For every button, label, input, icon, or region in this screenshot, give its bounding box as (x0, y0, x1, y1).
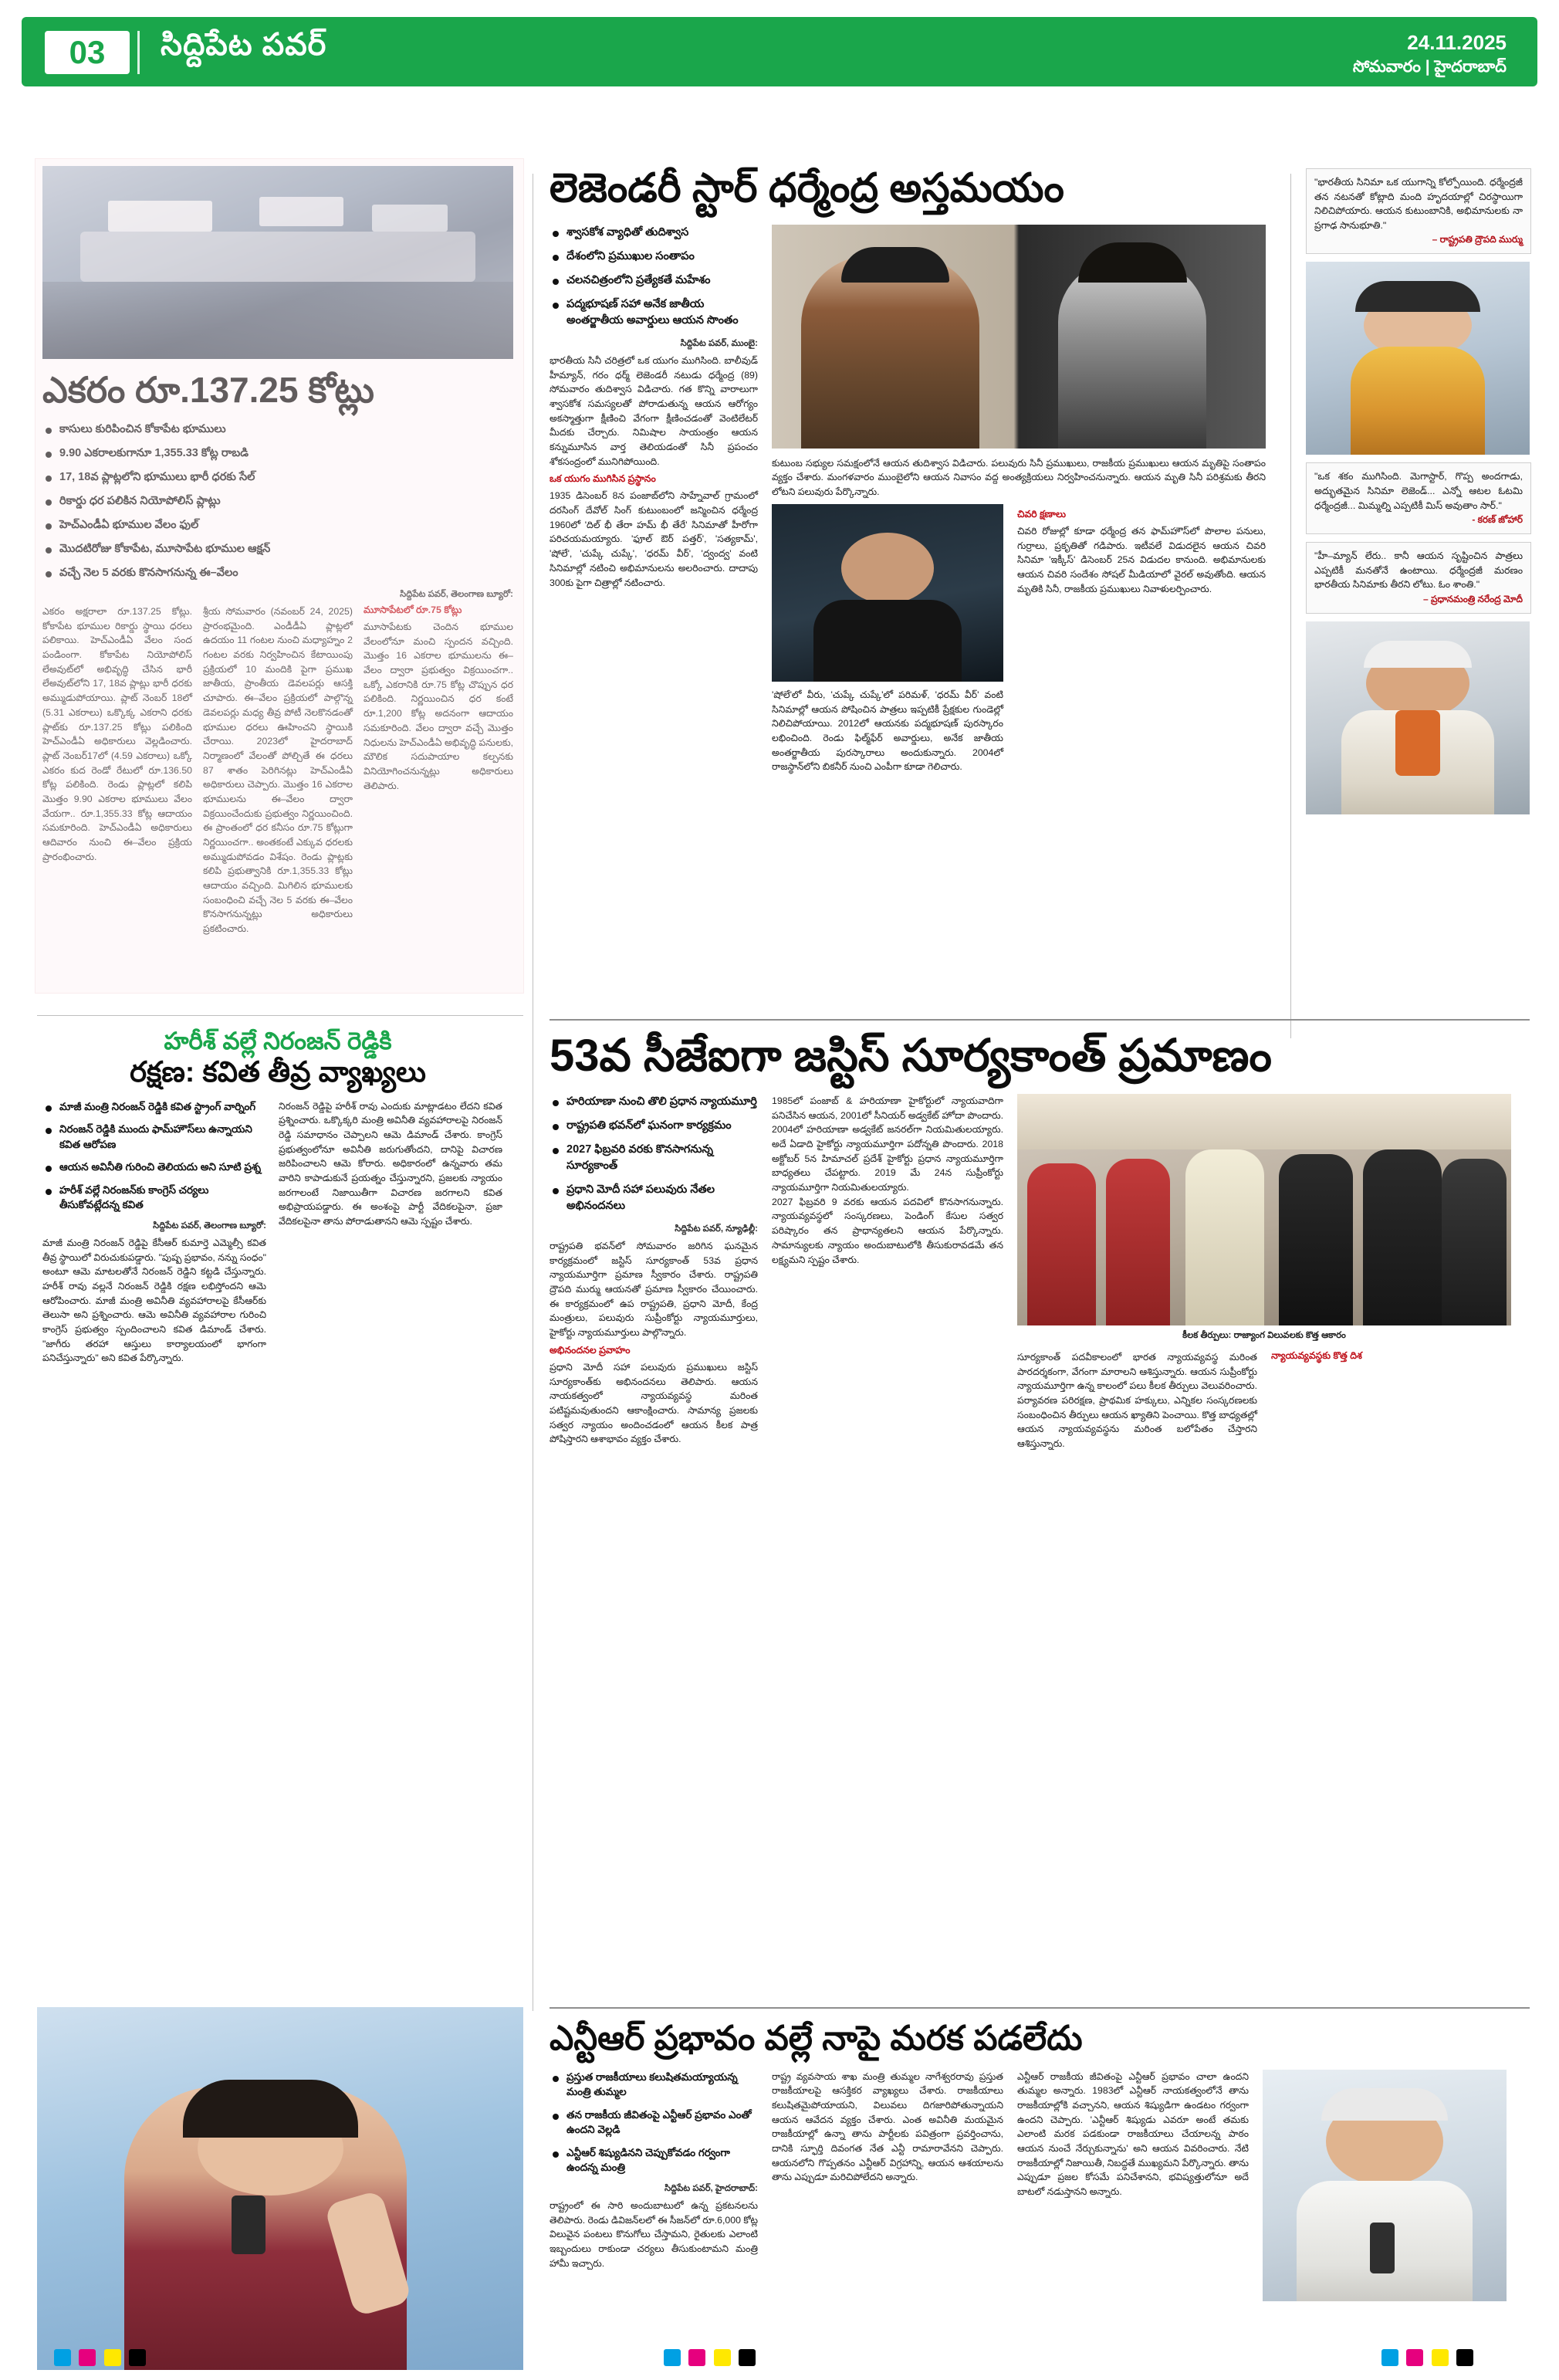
story-cji (550, 1031, 1530, 1451)
ntr-bullet: ఎన్టీఆర్ శిష్యుడినని చెప్పుకోవడం గర్వంగా ఉందన్న మంత్రి (550, 2145, 758, 2175)
dharmendra-bullet: చలనచిత్రంలోని ప్రత్యేకతే మహేశం (550, 273, 758, 289)
cji-body-1: రాష్ట్రపతి భవన్‌లో సోమవారం జరిగిన ఘనమైన కార్యక్రమంలో జస్టిస్ సూర్యకాంత్ 53వ ప్రధాన న్యాయమూర్తిగా ప్రమాణ స్వీకారం చేశారు. రాష్ట్రపతి ద్రౌపది ముర్ము ఆయనతో ప్రమాణ స్వీకారం చేయించారు. ఈ కార్యక్రమంలో ఉప రాష్ట్రపతి, ప్రధాని మోదీ, కేంద్ర మంత్రులు, పలువురు సుప్రీంకోర్టు న్యాయమూర్తులు, హైకోర్టు న్యాయమూర్తులు పాల్గొన్నారు. (550, 1241, 758, 1339)
dharmendra-body-1: భారతీయ సినీ చరిత్రలో ఒక యుగం ముగిసింది. బాలీవుడ్ హీమ్యాన్, గరం ధర్మ్ లెజెండరీ నటుడు ధర్మేంద్ర (89) సోమవారం తుదిశ్వాస విడిచారు. గత కొన్ని వారాలుగా శ్వాసకోశ సమస్యలతో పోరాడుతున్న ఆయన ఆరోగ్యం అకస్మాత్తుగా క్షీణించి వేగంగా క్షీణించడంతో వెంటిలేటర్ మీదకు చేర్చారు. నిమిషాల సాయంత్రం ఆయన కన్నుమూసిన వార్త తెలియడంతో సినీ ప్రపంచం శోకసంద్రంలో మునిగిపోయింది. (550, 354, 758, 467)
page-number: 03 (45, 31, 130, 74)
color-swatch-cyan (664, 2349, 681, 2366)
acre-bullet: కాసులు కురిపించిన కోకాపేట భూములు (42, 421, 513, 438)
kavitha-photo (37, 2007, 523, 2370)
acre-meeting-photo (42, 166, 513, 359)
kavitha-bullet: హరీశ్‌ వల్లే నిరంజన్‌కు కాంగ్రెస్ చర్యలు తీసుకోవట్లేదన్న కవిత (42, 1183, 266, 1213)
dharmendra-body-3: 1935 డిసెంబర్ 8న పంజాబ్‌లోని సాహ్నేవాల్ గ్రామంలో దరసింగ్ దేవోల్ సింగ్ కుటుంబంలో జన్మించిన ధర్మేంద్ర 1960లో 'దిల్ భీ తేరా హమ్ భీ తేరే' సినిమాతో హీరోగా పరిచయమయ్యారు. 'ఫూల్ ఔర్ పత్తర్', 'సత్యకామ్', 'షోలే', 'చుప్కే చుప్కే', 'ధరమ్ వీర్', 'ద్వంద్వ' వంటి సినిమాల్లో నటించి అభిమానులను అలరించారు. దాదాపు 300కు పైగా చిత్రాల్లో నటించారు. (550, 490, 758, 588)
acre-body-mid: శ్రీయ సోమవారం (నవంబర్ 24, 2025) ప్రారంభమైంది. ఎండీడీఏ ప్లాట్లలో ఉదయం 11 గంటల నుంచి మధ్యాహ్నం 2 గంటల వరకు నిర్వహించిన కేటాయింపు ప్రక్రియలో 10 మందికి పైగా ప్రముఖ జాతీయ, ప్రాంతీయ డెవలపర్లు ఆసక్తి చూపారు. ఈ–వేలం ప్రక్రియలో పాల్గొన్న డెవలపర్లు మధ్య తీవ్ర పోటీ నెలకొనడంతో భూముల ధరలు ఊహించని స్థాయికి చేరాయి. 2023లో హైదరాబాద్ నిర్మాణంలో వేలంతో పోల్చితే ఈ ధరలు 87 శాతం పెరిగినట్లు హెచ్‌ఎండీఏ అధికారులు చెప్పారు. మొత్తం 16 ఎకరాల భూములను ఈ–వేలం ద్వారా విక్రయించేందుకు ప్రభుత్వం నిర్ణయించింది. ఈ ప్రాంతంలో ధర కనీసం రూ.75 కోట్లుగా నిర్ణయించగా.. అంతకంటే ఎక్కువ ధరలకు అమ్ముడుపోవడం విశేషం. రెండు ప్లాట్లకు కలిపి ప్రభుత్వానికి రూ.1,355.33 కోట్లు ఆదాయం వచ్చింది. మిగిలిన భూములకు సంబంధించి వచ్చే నెల 5 వరకు ఈ–వేలం కొనసాగనున్నట్లు అధికారులు ప్రకటించారు. (203, 606, 353, 935)
cji-headline: 53వ సీజేఐగా జస్టిస్ సూర్యకాంత్ ప్రమాణం (550, 1031, 1272, 1081)
quote-text: "భారతీయ సినిమా ఒక యుగాన్ని కోల్పోయింది. ధర్మేంద్రజీ తన నటనతో కోట్లాది మంది హృదయాల్లో చిరస్థాయిగా నిలిచిపోయారు. ఆయన కుటుంబానికి, అభిమానులకు నా ప్రగాఢ సానుభూతి." (1314, 177, 1523, 231)
quote-attribution: – రాష్ట్రపతి ద్రౌపది ముర్ము (1432, 234, 1523, 245)
acre-headline: ఎకరం రూ.137.25 కోట్లు (42, 370, 374, 410)
kavitha-bullet: నిరంజన్ రెడ్డికి ముందు ఫామ్‌హౌస్‌లు ఉన్నాయని కవిత ఆరోపణ (42, 1122, 266, 1152)
story-ntr (550, 2019, 1530, 2301)
masthead-divider (137, 31, 140, 74)
color-swatch-yellow (104, 2349, 121, 2366)
acre-body-left: ఎకరం అక్షరాలా రూ.137.25 కోట్లు. కోకాపేట భూముల రికార్డు స్థాయి ధరలు పలికాయి. హెచ్‌ఎండీఏ వేలం సంద పండింంగా. కోకాపేట నియోపోలిస్ లేఅవుట్‌లో అభివృద్ధి చేసిన భారీ లేఅవుట్‌లోని 17, 18వ ప్లాట్లు భారీ ధరకు అమ్ముడుపోయాయి. ప్లాట్ నెంబర్ 18లో (5.31 ఎకరాలు) ఒక్కొక్క ఎకరాని ధరకు ప్లాట్‌కు రూ.137.25 కోట్లు పలికింది హెచ్‌ఎండీఏ అధికారులు వెల్లడించారు. ప్లాట్ నెంబర్17లో (4.59 ఎకరాలు) ఒక్కో ఎకరం కుద రెండో రేటులో రూ.136.50 కోట్ల పలికింది. రెండు ప్లాట్లలో కలిపి మొత్తం 9.90 ఎకరాల భూములు వేలం వేయగా.. రూ.1,355.33 కోట్ల ఆదాయం సమకూరింది. హెచ్‌ఎండీఏ అధికారులు ఆదివారం నుంచి ఈ–వేలం ప్రక్రియ ప్రారంభించారు. (42, 606, 192, 862)
kavitha-body-right: నిరంజన్ రెడ్డిపై హరీశ్ రావు ఎందుకు మాట్లాడటం లేదని కవిత ప్రశ్నించారు. ఒక్కొక్కరి మంత్రి అవినీతి వ్యవహారాలపై నిరంజన్ రెడ్డి సమాధానం చెప్పాలని ఆమె డిమాండ్ చేశారు. కాంగ్రెస్ ప్రభుత్వంలోనూ అవినీతి జరుగుతోందని, దానిపై విచారణ జరిపించాలని ఆమె కోరారు. అధికారంలో ఉన్నవారు తమ వారిని కాపాడుకునే ప్రయత్నం చేస్తున్నారని, ప్రజలకు న్యాయం జరగాలంటే నిజాయితీగా విచారణ జరగాలని కవిత అభిప్రాయపడ్డారు. ఈ అంశంపై పార్టీ వేదికలపైనా, ప్రజా వేదికలపైనా తాను పోరాడుతానని ఆమె స్పష్టం చేశారు. (279, 1100, 502, 1227)
ntr-bullet-list (550, 2070, 758, 2175)
dharmendra-bullet-list (550, 225, 758, 329)
color-swatch-magenta (1406, 2349, 1423, 2366)
dharmendra-body-2: కుటుంబ సభ్యుల సమక్షంలోనే ఆయన తుదిశ్వాస విడిచారు. పలువురు సినీ ప్రముఖులు, రాజకీయ ప్రముఖులు ఆయన మృతిపై సంతాపం వ్యక్తం చేశారు. మంగళవారం ముంబైలోని ఆయన నివాసం వద్ద అంత్యక్రియలు నిర్వహించనున్నారు. ఆయన మృతి సినీ పరిశ్రమకు తీరని లోటని పలువురు పేర్కొన్నారు. (772, 457, 1266, 498)
acre-subhead: మూసాపేటలో రూ.75 కోట్లు (364, 604, 462, 615)
story-acre (42, 166, 513, 936)
color-swatch-yellow (1432, 2349, 1449, 2366)
cji-body-4: సూర్యకాంత్ పదవీకాలంలో భారత న్యాయవ్యవస్థ మరింత పారదర్శకంగా, వేగంగా మారాలని ఆశిస్తున్నారు. ఆయన సుప్రీంకోర్టు న్యాయమూర్తిగా ఉన్న కాలంలో పలు కీలక తీర్పులు వెలువరించారు. పర్యావరణ పరిరక్షణ, ప్రాథమిక హక్కులు, ఎన్నికల సంస్కరణలకు సంబంధించిన తీర్పులు ఆయన ఖ్యాతిని పెంచాయి. కొత్త బాధ్యతల్లో ఆయన న్యాయవ్యవస్థను మరింత బలోపేతం చేస్తారని ఆశిస్తున్నారు. (1017, 1351, 1257, 1450)
quote-attribution: – ప్రధానమంత్రి నరేంద్ర మోదీ (1422, 594, 1523, 605)
dharmendra-bullet: దేశంలోని ప్రముఖుల సంతాపం (550, 249, 758, 265)
dharmendra-body-5: చివరి రోజుల్లో కూడా ధర్మేంద్ర తన ఫామ్‌హౌస్‌లో పొలాల పనులు, గుర్రాలు, ప్రకృతితో గడిపారు. ఇటీవలే విడుదలైన ఆయన చివరి సినిమా 'ఇక్కీస్' డిసెంబర్ 25న విడుదల కానుంది. అభిమానులకు ఆయన చివరి సందేశం సోషల్ మీడియాలో వైరల్ అవుతోంది. ఆయన మృతికి సినీ, రాజకీయ ప్రముఖులు నివాళులర్పించారు. (1017, 525, 1266, 594)
masthead (22, 17, 1537, 86)
cji-body-2: 1985లో పంజాబ్ & హరియాణా హైకోర్టులో న్యాయవాదిగా పనిచేసిన ఆయన, 2001లో సీనియర్ అడ్వకేట్ హోదా పొందారు. 2004లో హరియాణా అడ్వకేట్ జనరల్‌గా నియమితులయ్యారు. అదే ఏడాది హైకోర్టు న్యాయమూర్తిగా పదోన్నతి పొందారు. 2018 అక్టోబర్ 5న హిమాచల్ ప్రదేశ్ హైకోర్టు ప్రధాన న్యాయమూర్తిగా బాధ్యతలు చేపట్టారు. 2019 మే 24న సుప్రీంకోర్టు న్యాయమూర్తిగా నియమితులయ్యారు. (772, 1095, 1003, 1193)
cji-bullet: 2027 ఫిబ్రవరి వరకు కొనసాగనున్న సూర్యకాంత్ (550, 1142, 758, 1174)
footer-swatches-right (1381, 2349, 1478, 2366)
acre-byline: సిద్దిపేట పవర్, తెలంగాణ బ్యూరో: (400, 590, 513, 599)
footer-swatches-left (54, 2349, 150, 2366)
ntr-bullet: ప్రస్తుత రాజకీయాలు కలుషితమయ్యాయన్న మంత్రి తుమ్మల (550, 2070, 758, 2100)
pm-photo (1306, 621, 1530, 814)
dharmendra-bullet: పద్మభూషణ్ సహా అనేక జాతీయ అంతర్జాతీయ అవార్డులు ఆయన సొంతం (550, 296, 758, 329)
cji-body-3: 2027 ఫిబ్రవరి 9 వరకు ఆయన పదవిలో కొనసాగనున్నారు. న్యాయవ్యవస్థలో సంస్కరణలు, పెండింగ్ కేసుల సత్వర పరిష్కారం తన ప్రాధాన్యతలని ఆయన పేర్కొన్నారు. సామాన్యులకు న్యాయం అందుబాటులోకి తీసుకురావడమే తన లక్ష్యమని స్పష్టం చేశారు. (772, 1196, 1003, 1265)
quote-rail (1306, 168, 1530, 814)
president-photo (1306, 262, 1530, 455)
cji-photo-caption: కీలక తీర్పులు: రాజ్యాంగ విలువలకు కొత్త ఆకారం (1182, 1330, 1346, 1340)
left-divider (37, 1015, 523, 1016)
quote-card-pm (1306, 542, 1531, 614)
masthead-title: సిద్దిపేట పవర్ (161, 28, 327, 62)
dharmendra-subhead-1: ఒక యుగం ముగిసిన ప్రస్థానం (550, 473, 656, 485)
acre-bullet: 9.90 ఎకరాలకుగానూ 1,355.33 కోట్ల రాబడి (42, 445, 513, 462)
kavitha-headline-1: హరీశ్ వల్లే నిరంజన్ రెడ్డికి (164, 1027, 392, 1055)
color-swatch-magenta (688, 2349, 705, 2366)
color-swatch-black (1456, 2349, 1473, 2366)
color-swatch-cyan (54, 2349, 71, 2366)
cji-byline: సిద్దిపేట పవర్, న్యూఢిల్లీ: (675, 1224, 758, 1234)
karan-johar-photo (772, 504, 1003, 682)
masthead-date: 24.11.2025 (1407, 31, 1507, 54)
color-swatch-cyan (1381, 2349, 1398, 2366)
color-swatch-magenta (79, 2349, 96, 2366)
masthead-date-block (1353, 29, 1507, 78)
color-swatch-black (739, 2349, 756, 2366)
cji-bullet-list (550, 1094, 758, 1214)
acre-bullet: 17, 18వ ప్లాట్లలోని భూములు భారీ ధరకు సేల్ (42, 469, 513, 486)
story-dharmendra (550, 166, 1275, 774)
dharmendra-subhead-2: చివరి క్షణాలు (1017, 508, 1067, 520)
ntr-body-1: రాష్ట్ర వ్యవసాయ శాఖ మంత్రి తుమ్మల నాగేశ్వరరావు ప్రస్తుత రాజకీయాలపై ఆసక్తికర వ్యాఖ్యలు చేశారు. రాజకీయాలు కలుషితమైపోయాయని, విలువలు దిగజారిపోతున్నాయని ఆయన ఆవేదన వ్యక్తం చేశారు. ఎంత అవినీతి మయమైన రాజకీయాల్లో ఉన్నా తాను పార్టీలకు పవిత్రంగా ప్రవర్తించాను, దానికి స్ఫూర్తి దివంగత నేత ఎన్టీ రామారావేనని చెప్పారు. ఆయనలోని గొప్పతనం ఎన్టీఆర్ విగ్రహాన్ని, ఆయన ఆశయాలను తాను ఎప్పుడూ మరిచిపోలేదని అన్నారు. (772, 2070, 1003, 2183)
cji-bullet: హరియాణా నుంచి తొలి ప్రధాన న్యాయమూర్తి (550, 1094, 758, 1110)
quote-text: "హీ–మ్యాన్ లేరు.. కానీ ఆయన సృష్టించిన పాత్రలు ఎప్పటికీ మనతోనే ఉంటాయి. ధర్మేంద్రజీ మరణం భారతీయ సినిమాకు తీరని లోటు. ఓం శాంతి." (1314, 550, 1523, 591)
kavitha-body-left: మాజీ మంత్రి నిరంజన్ రెడ్డిపై కేసీఆర్ కుమార్తె ఎమ్మెల్సీ కవిత తీవ్ర స్థాయిలో విరుచుకుపడ్డారు. "పుష్ప ప్రభావం, నన్ను సంధం" అంటూ ఆమె మాటలతోనే నిరంజన్ రెడ్డిని కట్టడి చేస్తున్నారు. హరీశ్ రావు వల్లనే నిరంజన్ రెడ్డికి రక్షణ లభిస్తోందని ఆమె ఆరోపించారు. మాజీ మంత్రి అవినీతి వ్యవహారాలపై కేసీఆర్‌కు తెలుసా అని ప్రశ్నించారు. ఆమె అవినీతి వ్యవహారాల గురించి కాంగ్రెస్ ప్రభుత్వం స్పందించాలని కవిత డిమాండ్ చేశారు. "జాగీరు తరహా ఆస్తులు కార్యాలయంలో భాగంగా పనిచేస్తున్నారు" అని కవిత పేర్కొన్నారు. (42, 1237, 266, 1364)
ntr-byline: సిద్దిపేట పవర్, హైదరాబాద్: (664, 2183, 758, 2193)
column-separator-2 (1290, 174, 1291, 1038)
quote-attribution: - కరణ్ జోహార్ (1472, 514, 1523, 526)
kavitha-bullet-list (42, 1099, 266, 1213)
ntr-divider-top (550, 2007, 1530, 2009)
quote-card-karan (1306, 462, 1531, 534)
ntr-body-3: రాష్ట్రంలో ఈ సారి అందుబాటులో ఉన్న ప్రకటనలను తెలిపారు. రెండు డివిజన్‌లలో ఈ సీజన్‌లో రూ.6,000 కోట్ల విలువైన పంటలు కొనుగోలు చేస్తామని, రైతులకు ఎలాంటి ఇబ్బందులు రాకుండా చర్యలు తీసుకుంటామని మంత్రి హామీ ఇచ్చారు. (550, 2199, 758, 2269)
cji-bullet: ప్రధాని మోదీ సహా పలువురు నేతల అభినందనలు (550, 1182, 758, 1214)
ntr-headline: ఎన్టీఆర్ ప్రభావం వల్లే నాపై మరక పడలేదు (550, 2019, 1083, 2057)
dharmendra-bullet: శ్వాసకోశ వ్యాధితో తుదిశ్వాస (550, 225, 758, 241)
dharmendra-body-4: 'షోలే'లో వీరు, 'చుప్కే చుప్కే'లో పరిమళ్, 'ధరమ్ వీర్' వంటి సినిమాల్లో ఆయన పోషించిన పాత్రలు ఇప్పటికీ ప్రేక్షకుల గుండెల్లో నిలిచిపోయాయి. 2012లో ఆయనకు పద్మభూషణ్ పురస్కారం లభించింది. రెండు ఫిల్మ్‌ఫేర్ అవార్డులు, అనేక జాతీయ అంతర్జాతీయ పురస్కారాలు అందుకున్నారు. 2004లో రాజస్థాన్‌లోని బికనీర్ నుంచి ఎంపీగా కూడా గెలిచారు. (772, 689, 1003, 773)
cji-body-5: ప్రధాని మోదీ సహా పలువురు ప్రముఖులు జస్టిస్ సూర్యకాంత్‌కు అభినందనలు తెలిపారు. ఆయన నాయకత్వంలో న్యాయవ్యవస్థ మరింత పటిష్టమవుతుందని ఆకాంక్షించారు. సామాన్య ప్రజలకు సత్వర న్యాయం అందించడంలో ఆయన కీలక పాత్ర పోషిస్తారని ఆశాభావం వ్యక్తం చేశారు. (550, 1361, 758, 1445)
cji-divider-top (550, 1019, 1530, 1021)
acre-bullet: వచ్చే నెల 5 వరకు కొనసాగనున్న ఈ–వేలం (42, 565, 513, 581)
tummala-photo (1263, 2070, 1507, 2301)
quote-text: "ఒక శకం ముగిసింది. మెగాస్టార్, గొప్ప అందగాడు, అద్భుతమైన సినిమా లెజెండ్‌... ఎన్నో ఆటల ఓటమి ధర్మేంద్రజీ... మిమ్మల్ని ఎప్పటికీ మిస్ అవుతాం సార్." (1314, 471, 1523, 511)
story-kavitha (42, 1027, 513, 1366)
kavitha-bullet: ఆయన అవినీతి గురించి తెలియదు అని సూటి ప్రశ్న (42, 1160, 266, 1175)
ntr-bullet: తన రాజకీయ జీవితంపై ఎన్టీఆర్ ప్రభావం ఎంతో ఉందని వెల్లడి (550, 2107, 758, 2138)
kavitha-byline: సిద్దిపేట పవర్, తెలంగాణ బ్యూరో: (153, 1220, 266, 1231)
cji-bullet: రాష్ట్రపతి భవన్‌లో ఘనంగా కార్యక్రమం (550, 1118, 758, 1134)
footer-swatches-mid (664, 2349, 760, 2366)
cji-ceremony-photo (1017, 1094, 1511, 1325)
masthead-day-city: సోమవారం | హైదరాబాద్ (1352, 58, 1507, 76)
acre-bullet: మొదటిరోజు కోకాపేట, మూసాపేట భూముల ఆక్షన్ (42, 541, 513, 557)
kavitha-bullet: మాజీ మంత్రి నిరంజన్ రెడ్డికి కవిత స్ట్రాంగ్ వార్నింగ్ (42, 1099, 266, 1115)
cji-subhead-left: అభినందనల ప్రవాహం (550, 1344, 631, 1356)
ntr-body-2: ఎన్టీఆర్ రాజకీయ జీవితంపై ఎన్టీఆర్ ప్రభావం చాలా ఉందని తుమ్మల అన్నారు. 1983లో ఎన్టీఆర్ నాయకత్వంలోనే తాను రాజకీయాల్లోకి వచ్చానని, ఆయన శిష్యుడిగా ఉండటం గర్వంగా ఉందని చెప్పారు. 'ఎన్టీఆర్ శిష్యుడు ఎవరూ అంటే తమకు ఎలాంటి మరక పడకుండా రాజకీయాలు చేయాలన్న పాఠం ఆయన నుంచే నేర్చుకున్నాను' అని ఆయన వివరించారు. నేటి రాజకీయాల్లో నిజాయితీ, నిబద్ధతే ముఖ్యమని పేర్కొన్నారు. తాను ఎప్పుడూ ప్రజల కోసమే పనిచేశానని, భవిష్యత్తులోనూ అదే బాటలో నడుస్తానని అన్నారు. (1017, 2070, 1249, 2198)
color-swatch-black (129, 2349, 146, 2366)
kavitha-headline-2: రక్షణ: కవిత తీవ్ర వ్యాఖ్యలు (130, 1056, 426, 1088)
cji-subhead-right: న్యాయవ్యవస్థకు కొత్త దిశ (1271, 1349, 1362, 1361)
dharmendra-byline: సిద్దిపేట పవర్, ముంబై: (680, 338, 758, 348)
dharmendra-headline: లెజెండరీ స్టార్ ధర్మేంద్ర అస్తమయం (550, 166, 1064, 211)
quote-card-president (1306, 168, 1531, 254)
acre-bullet: రికార్డు ధర పలికిన నియోపోలిస్ ప్లాట్లు (42, 493, 513, 510)
acre-bullet: హెచ్‌ఎండీఏ భూముల వేలం ఫుల్‌ (42, 517, 513, 533)
color-swatch-yellow (714, 2349, 731, 2366)
acre-bullet-list (42, 421, 513, 581)
acre-body-right: మూసాపేటకు చెందిన భూముల వేలంలోనూ మంచి స్పందన వచ్చింది. మొత్తం 16 ఎకరాల భూములను ఈ–వేలం ద్వారా ప్రభుత్వం విక్రయించగా.. ఒక్కో ఎకరానికి రూ.75 కోట్ల చొప్పున ధర పలికింది. నిర్ణయించిన ధర కంటే రూ.1,200 కోట్ల అదనంగా ఆదాయం సమకూరింది. వేలం ద్వారా వచ్చే మొత్తం నిధులను హెచ్‌ఎండీఏ అభివృద్ధి పనులకు, మౌలిక సదుపాయాల కల్పనకు వినియోగించనున్నట్లు అధికారులు తెలిపారు. (364, 621, 513, 791)
dharmendra-photo (772, 225, 1266, 449)
